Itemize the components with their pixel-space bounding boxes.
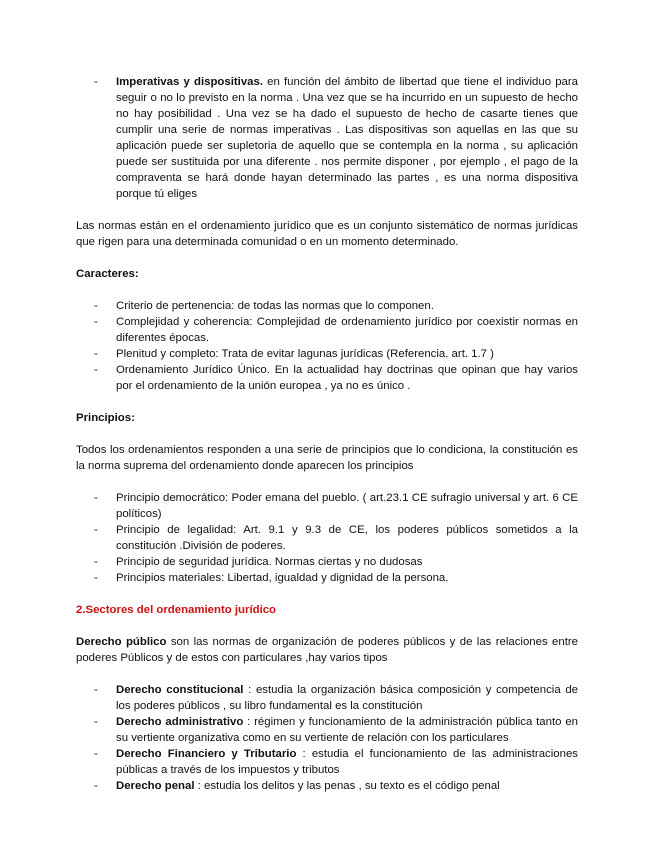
term-imperativas: Imperativas y dispositivas. (116, 76, 263, 88)
term-description: en función del ámbito de libertad que tiene el individuo para seguir o no lo previsto en la norma . Una vez que se ha incurrido en un supuesto de hecho no hay posibilidad . Una vez se ha dado el supuesto de hecho de casarte tienes que cumplir una serie de normas imperativas . Las dispositivas son aquellas en las que su aplicación puede ser supletoria de aquello que se contempla en la norma , su aplicación puede ser sustituida por una diferente . nos permite disponer , por ejemplo , el pago de la compraventa se hará donde hayan determinado las partes , es una norma dispositiva porque tú eliges (116, 76, 578, 200)
intro-list (76, 74, 578, 202)
bullet-dash: - (94, 748, 98, 760)
list-item (76, 682, 578, 714)
list-item (76, 490, 578, 522)
ordenamiento-paragraph: Las normas están en el ordenamiento jurídico que es un conjunto sistemático de normas jurídicas que rigen para una determinada comunidad o en un momento determinado. (76, 220, 578, 248)
derecho-publico-text: son las normas de organización de poderes públicos y de las relaciones entre poderes Públicos y de estos con particulares ,hay varios tipos (76, 636, 578, 664)
bullet-dash: - (94, 556, 98, 568)
principios-list (76, 490, 578, 586)
list-item-text: Principio de seguridad jurídica. Normas ciertas y no dudosas (116, 556, 423, 568)
bullet-dash: - (94, 348, 98, 360)
sectores-list (76, 682, 578, 794)
list-item (76, 746, 578, 778)
list-item (76, 74, 578, 202)
list-item (76, 522, 578, 554)
term-description: : estudia el funcionamiento de las administraciones públicas a través de los impuestos y tributos (116, 748, 578, 776)
sectores-heading: 2.Sectores del ordenamiento jurídico (76, 604, 277, 616)
bullet-dash: - (94, 572, 98, 584)
bullet-dash: - (94, 492, 98, 504)
bullet-dash: - (94, 780, 98, 792)
term-description: : régimen y funcionamiento de la administración pública tanto en su vertiente organizativa como en su vertiente de relación con los particulares (116, 716, 578, 744)
bullet-dash: - (94, 316, 98, 328)
list-item-text: Plenitud y completo: Trata de evitar lagunas jurídicas (Referencia. art. 1.7 ) (116, 348, 494, 360)
term-financiero: Derecho Financiero y Tributario (116, 748, 297, 760)
caracteres-list (76, 298, 578, 394)
principios-paragraph: Todos los ordenamientos responden a una serie de principios que lo condiciona, la constitución es la norma suprema del ordenamiento donde aparecen los principios (76, 444, 578, 472)
list-item-text: Criterio de pertenencia: de todas las normas que lo componen. (116, 300, 434, 312)
bullet-dash: - (94, 524, 98, 536)
list-item-text: Complejidad y coherencia: Complejidad de ordenamiento jurídico por coexistir normas en diferentes épocas. (116, 316, 578, 344)
list-item-text: Principios materiales: Libertad, igualdad y dignidad de la persona. (116, 572, 449, 584)
list-item-text: Principio de legalidad: Art. 9.1 y 9.3 de CE, los poderes públicos sometidos a la constitución .División de poderes. (116, 524, 578, 552)
document-page (76, 74, 578, 794)
principios-heading: Principios: (76, 412, 135, 424)
list-item (76, 570, 578, 586)
derecho-publico-paragraph (76, 634, 578, 666)
list-item (76, 362, 578, 394)
term-administrativo: Derecho administrativo (116, 716, 244, 728)
term-description: : estudia los delitos y las penas , su texto es el código penal (194, 780, 500, 792)
term-constitucional: Derecho constitucional (116, 684, 244, 696)
bullet-dash: - (94, 716, 98, 728)
bullet-dash: - (94, 684, 98, 696)
bullet-dash: - (94, 76, 98, 88)
list-item (76, 714, 578, 746)
list-item-text: Ordenamiento Jurídico Único. En la actualidad hay doctrinas que opinan que hay varios por el ordenamiento de la unión europea , ya no es único . (116, 364, 578, 392)
list-item-text: Principio democrático: Poder emana del pueblo. ( art.23.1 CE sufragio universal y art. 6 CE políticos) (116, 492, 578, 520)
caracteres-heading: Caracteres: (76, 268, 139, 280)
term-description: : estudia la organización básica composición y competencia de los poderes públicos , su libro fundamental es la constitución (116, 684, 578, 712)
bullet-dash: - (94, 364, 98, 376)
list-item (76, 346, 578, 362)
list-item (76, 778, 578, 794)
list-item (76, 314, 578, 346)
list-item (76, 298, 578, 314)
term-penal: Derecho penal (116, 780, 195, 792)
derecho-publico-term: Derecho público (76, 636, 167, 648)
list-item (76, 554, 578, 570)
bullet-dash: - (94, 300, 98, 312)
